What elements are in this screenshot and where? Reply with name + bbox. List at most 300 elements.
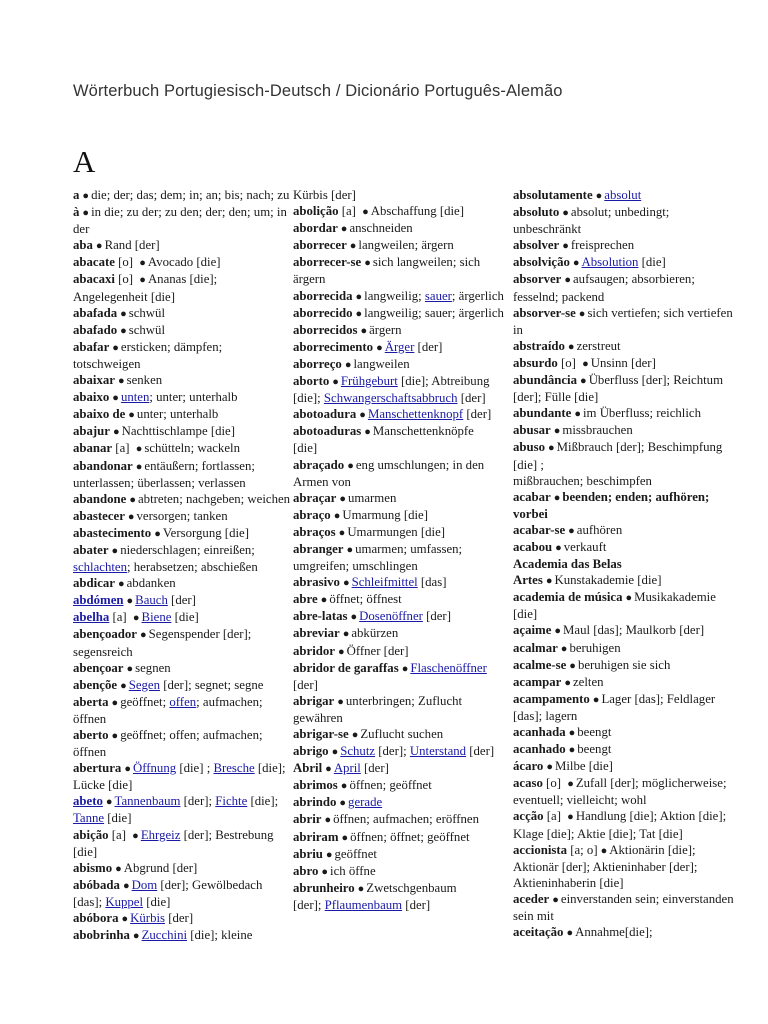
bullet-icon: ● [128, 409, 135, 422]
headword: abrigar-se [293, 727, 349, 741]
dictionary-entry [513, 775, 738, 808]
dictionary-entry [73, 339, 291, 372]
dictionary-entry [73, 254, 291, 271]
headword: abraçado [293, 457, 345, 472]
translation-link[interactable]: schlachten [73, 560, 128, 575]
translation-text: [die] [143, 894, 171, 909]
headword: absurdo [513, 355, 558, 370]
translation-text: schwül [128, 322, 166, 337]
bullet-icon: ● [154, 527, 161, 540]
dictionary-entry [293, 777, 511, 794]
dictionary-entry [293, 693, 511, 726]
translation-text: ; aufmachen; öffnen [73, 694, 263, 726]
translation-link[interactable]: Tanne [73, 811, 105, 826]
translation-text: beruhigen [569, 640, 621, 655]
translation-link[interactable]: Dom [131, 877, 158, 892]
dictionary-entry [73, 237, 291, 254]
headword: abrasivo [293, 575, 340, 590]
headword: absolver [513, 238, 560, 253]
translation-link[interactable]: Frühgeburt [340, 374, 398, 389]
dictionary-entry [293, 846, 511, 863]
translation-text: aufsaugen; absorbieren; fesselnd; packend [513, 272, 695, 304]
dictionary-entry [293, 574, 511, 591]
dictionary-entry [293, 625, 511, 642]
headword: abdicar [73, 576, 115, 591]
headword: acanhada [513, 725, 566, 739]
dictionary-entry [73, 372, 291, 389]
bullet-icon: ● [342, 577, 350, 590]
bullet-icon: ● [124, 763, 131, 776]
headword: abriu [293, 846, 323, 861]
translation-text: Milbe [die] [554, 759, 613, 774]
bullet-icon: ● [132, 930, 140, 943]
translation-text: [die] [171, 610, 199, 625]
bullet-icon: ● [111, 696, 119, 709]
translation-text: Versorgung [die] [162, 525, 249, 540]
dictionary-entry [513, 842, 738, 891]
bullet-icon: ● [127, 510, 135, 523]
bullet-icon: ● [562, 207, 569, 220]
translation-link[interactable]: gerade [348, 795, 383, 810]
translation-link[interactable]: sauer [424, 288, 452, 303]
bullet-icon: ● [351, 729, 359, 741]
bullet-icon: ● [567, 811, 574, 824]
translation-text: ; ärgerlich [451, 288, 504, 303]
dictionary-entry [73, 440, 291, 457]
translation-text: sich vertiefen; sich vertiefen in [513, 305, 733, 337]
headword: abandonar [73, 458, 133, 473]
dictionary-entry [293, 880, 511, 897]
headword: abacate [73, 255, 115, 270]
bullet-icon: ● [120, 307, 127, 320]
bullet-icon: ● [568, 744, 576, 757]
bullet-icon: ● [546, 761, 553, 774]
dictionary-entry [293, 726, 511, 743]
dictionary-entry [513, 405, 738, 422]
translation-text: [a] [109, 610, 130, 625]
bullet-icon: ● [339, 797, 347, 810]
bullet-icon: ● [126, 662, 134, 675]
translation-text: anschneiden [349, 221, 413, 236]
headword: aborrecer [293, 238, 347, 253]
bullet-icon: ● [568, 727, 576, 739]
translation-text: [die]; Lücke [die] [73, 761, 286, 793]
dictionary-entry [513, 372, 738, 405]
translation-link[interactable]: Flaschenöffner [410, 660, 487, 675]
translation-text: [der]; Bestrebung [die] [73, 827, 274, 859]
translation-link[interactable]: Öffnung [133, 761, 177, 776]
translation-text: Öffner [der] [346, 643, 409, 658]
bullet-icon: ● [580, 375, 587, 388]
headword: a [73, 188, 80, 202]
translation-text: absolut; unbedingt; unbeschränkt [513, 205, 670, 237]
dictionary-entry [513, 271, 738, 304]
translation-text: niederschlagen; einreißen; [120, 542, 255, 557]
dictionary-entry [513, 237, 738, 254]
headword: abridor [293, 643, 335, 658]
dictionary-entry [73, 592, 291, 609]
document-title: Wörterbuch Portugiesisch-Deutsch / Dicionário Português-Alemão [73, 82, 563, 100]
headword: abaixar [73, 373, 115, 388]
bullet-icon: ● [560, 642, 568, 655]
headword: abanar [73, 441, 113, 456]
bullet-icon: ● [95, 240, 103, 253]
translation-text: öffnen; geöffnet [349, 778, 432, 793]
dictionary-entry [513, 891, 738, 924]
translation-link[interactable]: Pflaumenbaum [324, 897, 403, 912]
dictionary-entry [293, 220, 511, 237]
translation-link[interactable]: Schutz [340, 744, 376, 759]
translation-text: sich langweilen; sich ärgern [293, 255, 481, 287]
translation-link[interactable]: Ehrgeiz [140, 827, 181, 842]
translation-text: Rand [der] [104, 238, 160, 253]
dictionary-entry [513, 556, 738, 589]
dictionary-entry [73, 542, 291, 575]
dictionary-entry [513, 758, 738, 775]
dictionary-entry [73, 271, 291, 304]
translation-text: [o] [542, 776, 565, 791]
dictionary-entry [293, 406, 511, 423]
translation-text: Umarmungen [die] [347, 524, 446, 539]
translation-text: ; herabsetzen; abschießen [127, 560, 258, 575]
dictionary-entry [293, 322, 511, 339]
dictionary-entry [293, 305, 511, 322]
translation-text: [der] [414, 339, 443, 354]
dictionary-entry [73, 760, 291, 793]
headword: abordar [293, 221, 338, 236]
translation-text: öffnet; öffnest [329, 592, 402, 607]
headword: aceitação [513, 925, 564, 940]
translation-text: Nachttischlampe [die] [121, 424, 235, 439]
bullet-icon: ● [339, 492, 347, 505]
bullet-icon: ● [568, 524, 575, 537]
dictionary-entry [293, 897, 511, 913]
dictionary-entry [293, 863, 511, 880]
translation-link[interactable]: unten [120, 390, 150, 405]
headword: abandone [73, 491, 127, 506]
headword: accionista [513, 842, 568, 857]
dictionary-entry [73, 694, 291, 727]
translation-text: [der] [165, 911, 194, 926]
headword: abição [73, 827, 109, 842]
translation-link[interactable]: Ärger [384, 339, 415, 354]
dictionary-entry [513, 724, 738, 741]
translation-text: Umarmung [die] [342, 507, 428, 522]
headword: acaso [513, 776, 543, 791]
dictionary-entry [513, 808, 738, 841]
headword: acanhado [513, 742, 566, 757]
bullet-icon: ● [320, 594, 328, 607]
bullet-icon: ● [355, 290, 363, 303]
bullet-icon: ● [553, 491, 561, 504]
bullet-icon: ● [349, 240, 357, 253]
headword: abundante [513, 406, 572, 421]
bullet-icon: ● [112, 426, 120, 439]
translation-text: [der]; segnet; segne [160, 677, 264, 692]
bullet-icon: ● [333, 509, 341, 522]
translation-text: [das] [417, 575, 447, 590]
dictionary-entry [513, 522, 738, 539]
headword-link[interactable]: abdómen [73, 593, 124, 608]
bullet-icon: ● [112, 341, 119, 354]
translation-text: missbrauchen [562, 423, 633, 438]
bullet-icon: ● [139, 257, 146, 270]
headword: acampamento [513, 691, 590, 706]
dictionary-entry [293, 760, 511, 777]
dictionary-entry [293, 811, 511, 828]
translation-link[interactable]: Zucchini [141, 928, 188, 943]
dictionary-entry [293, 743, 511, 760]
headword: abro [293, 863, 319, 878]
bullet-icon: ● [567, 778, 574, 791]
headword: acção [513, 809, 544, 824]
dictionary-entry [293, 187, 511, 203]
translation-text: geöffnet; offen; aufmachen; öffnen [73, 728, 263, 760]
headword: abusar [513, 423, 551, 438]
dictionary-entry [73, 677, 291, 694]
bullet-icon: ● [344, 358, 352, 371]
translation-text: abtreten; nachgeben; weichen [138, 491, 291, 506]
translation-text: Unsinn [der] [590, 355, 656, 370]
translation-link[interactable]: Absolution [581, 255, 639, 270]
translation-text: [a; o] [567, 842, 598, 857]
headword: academia de música [513, 590, 623, 605]
translation-text: [der]; [375, 744, 410, 759]
translation-link[interactable]: Kuppel [105, 894, 144, 909]
translation-text: aufhören [576, 522, 623, 537]
translation-text: [o] [114, 272, 137, 287]
bullet-icon: ● [122, 879, 130, 892]
translation-text: zelten [573, 674, 604, 689]
translation-text: ärgern [369, 322, 402, 337]
dictionary-entry [73, 575, 291, 592]
dictionary-entry [513, 640, 738, 657]
translation-text: [der]; Gewölbedach [das]; [73, 877, 263, 909]
headword: abertura [73, 761, 122, 776]
translation-text: umarmen; umfassen; umgreifen; umschlingen [293, 541, 463, 574]
headword: acabar [513, 489, 551, 504]
headword: abafada [73, 305, 118, 320]
headword: abranger [293, 541, 344, 556]
translation-text: öffnen; aufmachen; eröffnen [333, 812, 480, 827]
headword: abridor de garaffas [293, 660, 399, 675]
bullet-icon: ● [578, 307, 586, 320]
translation-link[interactable]: Schwangerschaftsabbruch [323, 391, 458, 406]
translation-text: beengt [577, 725, 612, 739]
bullet-icon: ● [564, 274, 571, 287]
bullet-icon: ● [132, 829, 139, 842]
translation-text: [die]; Abtreibung [die]; [293, 374, 490, 406]
translation-text: [der] [360, 761, 389, 776]
dictionary-entry [513, 674, 738, 691]
bullet-icon: ● [545, 575, 553, 588]
dictionary-entry [293, 524, 511, 541]
headword: abater [73, 542, 109, 557]
bullet-icon: ● [376, 341, 383, 354]
bullet-icon: ● [355, 307, 363, 320]
section-letter: A [73, 144, 96, 179]
headword: abobrinha [73, 928, 130, 943]
translation-text: Segenspender [der]; segensreich [73, 627, 252, 659]
bullet-icon: ● [346, 543, 354, 556]
bullet-icon: ● [548, 442, 555, 455]
headword: abastecimento [73, 525, 152, 540]
translation-text: [die]; [247, 794, 279, 809]
bullet-icon: ● [337, 695, 344, 708]
bullet-icon: ● [338, 526, 346, 539]
dictionary-entry [73, 927, 291, 944]
headword: abraços [293, 524, 336, 539]
dictionary-entry [513, 489, 738, 522]
dictionary-entry [513, 204, 738, 237]
translation-text: [der] [466, 744, 495, 759]
bullet-icon: ● [135, 460, 143, 473]
bullet-icon: ● [120, 679, 127, 692]
dictionary-entry [293, 440, 511, 456]
translation-text: schütteln; wackeln [144, 441, 240, 456]
headword: abotoadura [293, 407, 357, 422]
headword: abrindo [293, 795, 337, 810]
translation-text: ersticken; dämpfen; totschweigen [73, 339, 223, 371]
dictionary-entry [293, 373, 511, 406]
translation-text: langweilen; ärgern [358, 238, 454, 253]
translation-link[interactable]: Kürbis [130, 911, 166, 926]
dictionary-entry [73, 389, 291, 406]
translation-text: im Überfluss; reichlich [582, 406, 701, 421]
translation-text: Avocado [die] [147, 255, 221, 270]
headword: abreviar [293, 626, 340, 641]
headword: Abril [293, 761, 323, 776]
translation-text: mißbrauchen; beschimpfen [513, 473, 652, 488]
translation-link[interactable]: April [333, 761, 361, 776]
headword: abrir [293, 812, 322, 827]
bullet-icon: ● [129, 493, 136, 506]
bullet-icon: ● [574, 408, 581, 421]
headword: acalme-se [513, 657, 567, 672]
bullet-icon: ● [111, 544, 119, 557]
dictionary-entry [513, 657, 738, 674]
translation-link[interactable]: Manschettenknopf [367, 407, 464, 422]
dictionary-entry [73, 626, 291, 659]
translation-text: [der] [167, 593, 196, 608]
headword: abaixo [73, 390, 110, 405]
dictionary-entry [293, 237, 511, 254]
translation-text: Überfluss [der]; Reichtum [der]; Fülle [die] [513, 373, 724, 405]
headword: aborreço [293, 356, 342, 371]
bullet-icon: ● [600, 844, 608, 857]
bullet-icon: ● [332, 376, 339, 389]
bullet-icon: ● [139, 274, 146, 287]
headword: Academia das Belas Artes [513, 557, 622, 588]
bullet-icon: ● [350, 611, 358, 624]
headword: absolutamente [513, 188, 593, 202]
bullet-icon: ● [331, 746, 339, 759]
translation-link[interactable]: offen [169, 694, 197, 709]
headword: abre-latas [293, 609, 348, 624]
headword: ácaro [513, 759, 544, 774]
headword-link[interactable]: abelha [73, 610, 110, 625]
dictionary-entry [73, 204, 291, 237]
dictionary-entry [73, 322, 291, 339]
dictionary-entry [513, 338, 738, 355]
dictionary-entry [513, 539, 738, 556]
headword: aborto [293, 374, 330, 389]
translation-link[interactable]: Bresche [213, 761, 255, 776]
headword: acalmar [513, 640, 558, 655]
bullet-icon: ● [82, 190, 90, 202]
headword: abrigo [293, 744, 329, 759]
headword: aberto [73, 728, 109, 742]
translation-link[interactable]: Schleifmittel [351, 575, 418, 590]
translation-link[interactable]: Tannenbaum [114, 794, 181, 809]
headword: abraçar [293, 490, 337, 505]
headword: abafado [73, 322, 118, 337]
headword-link[interactable]: abeto [73, 794, 103, 809]
translation-text: Musikakademie [die] [513, 590, 716, 622]
translation-text: [a] [112, 441, 133, 456]
dictionary-entry [293, 794, 511, 811]
dictionary-entry [513, 355, 738, 372]
dictionary-entry [73, 525, 291, 542]
dictionary-entry [73, 793, 291, 826]
translation-text: einverstanden sein; einverstanden sein mit [513, 891, 734, 924]
bullet-icon: ● [592, 693, 600, 706]
bullet-icon: ● [340, 780, 348, 793]
translation-text: die; der; das; dem; in; an; bis; nach; zu [91, 188, 290, 202]
translation-text: senken [126, 373, 163, 388]
dictionary-entry [293, 643, 511, 660]
bullet-icon: ● [140, 629, 147, 642]
headword: acabar-se [513, 522, 566, 537]
translation-text: abdanken [126, 576, 176, 591]
translation-text: Abgrund [der] [123, 860, 198, 875]
bullet-icon: ● [342, 628, 350, 641]
headword: abraço [293, 507, 331, 522]
bullet-icon: ● [325, 848, 333, 861]
translation-text: freisprechen [570, 238, 635, 253]
translation-link[interactable]: Bauch [135, 593, 168, 608]
translation-text: Abschaffung [die] [370, 204, 465, 219]
bullet-icon: ● [324, 814, 332, 827]
translation-text: [a] [543, 809, 565, 824]
dictionary-entry [73, 827, 291, 860]
translation-text: schwül [128, 305, 166, 320]
headword: açaime [513, 623, 552, 638]
translation-link[interactable]: absolut [604, 188, 642, 202]
headword: abafar [73, 339, 110, 354]
dictionary-entry [513, 422, 738, 439]
bullet-icon: ● [132, 612, 140, 625]
translation-text: Ananas [die]; Angelegenheit [die] [73, 272, 218, 304]
translation-link[interactable]: Fichte [215, 794, 248, 809]
dictionary-entry [73, 727, 291, 760]
translation-link[interactable]: Unterstand [409, 744, 467, 759]
dictionary-entry [513, 305, 738, 338]
translation-text: Kürbis [der] [293, 188, 356, 202]
translation-link[interactable]: Biene [141, 610, 172, 625]
headword: absorver [513, 272, 562, 287]
translation-text: Zwetschgenbaum [366, 880, 457, 895]
translation-text: ich öffne [330, 863, 376, 878]
translation-text: geöffnet [334, 846, 377, 861]
headword: abençoador [73, 627, 137, 642]
bullet-icon: ● [82, 207, 90, 220]
headword: abajur [73, 424, 110, 439]
translation-text: verkauft [563, 539, 607, 554]
bullet-icon: ● [562, 240, 569, 253]
translation-link[interactable]: Dosenöffner [359, 609, 423, 624]
translation-link[interactable]: Segen [128, 677, 161, 692]
